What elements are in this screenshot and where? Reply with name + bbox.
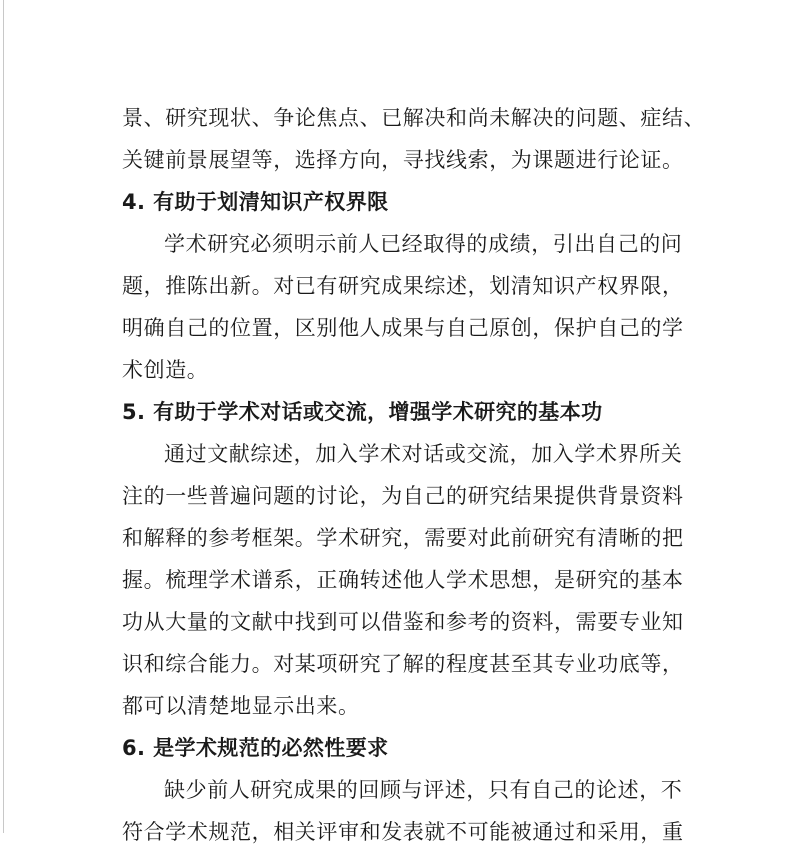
- page-edge: [3, 0, 4, 833]
- paragraph-line: 识和综合能力。对某项研究了解的程度甚至其专业功底等，: [122, 652, 684, 676]
- paragraph-line: 术创造。: [122, 358, 209, 382]
- paragraph-line: 符合学术规范，相关评审和发表就不可能被通过和采用，重: [122, 820, 684, 844]
- section-heading: 5. 有助于学术对话或交流，增强学术研究的基本功: [122, 400, 603, 424]
- paragraph-line: 明确自己的位置，区别他人成果与自己原创，保护自己的学: [122, 316, 684, 340]
- section-heading: 6. 是学术规范的必然性要求: [122, 736, 389, 760]
- paragraph-line: 注的一些普遍问题的讨论，为自己的研究结果提供背景资料: [122, 484, 684, 508]
- paragraph-line: 和解释的参考框架。学术研究，需要对此前研究有清晰的把: [122, 526, 684, 550]
- paragraph-line: 都可以清楚地显示出来。: [122, 694, 360, 718]
- paragraph-line: 功从大量的文献中找到可以借鉴和参考的资料，需要专业知: [122, 610, 684, 634]
- paragraph-line: 学术研究必须明示前人已经取得的成绩，引出自己的问: [164, 232, 683, 256]
- paragraph-line: 题，推陈出新。对已有研究成果综述，划清知识产权界限，: [122, 274, 684, 298]
- paragraph-line: 关键前景展望等，选择方向，寻找线索，为课题进行论证。: [122, 148, 684, 172]
- section-heading: 4. 有助于划清知识产权界限: [122, 190, 389, 214]
- paragraph-line: 缺少前人研究成果的回顾与评述，只有自己的论述，不: [164, 778, 683, 802]
- paragraph-line: 握。梳理学术谱系，正确转述他人学术思想，是研究的基本: [122, 568, 684, 592]
- paragraph-line: 景、研究现状、争论焦点、已解决和尚未解决的问题、症结、: [122, 106, 706, 130]
- paragraph-line: 通过文献综述，加入学术对话或交流，加入学术界所关: [164, 442, 683, 466]
